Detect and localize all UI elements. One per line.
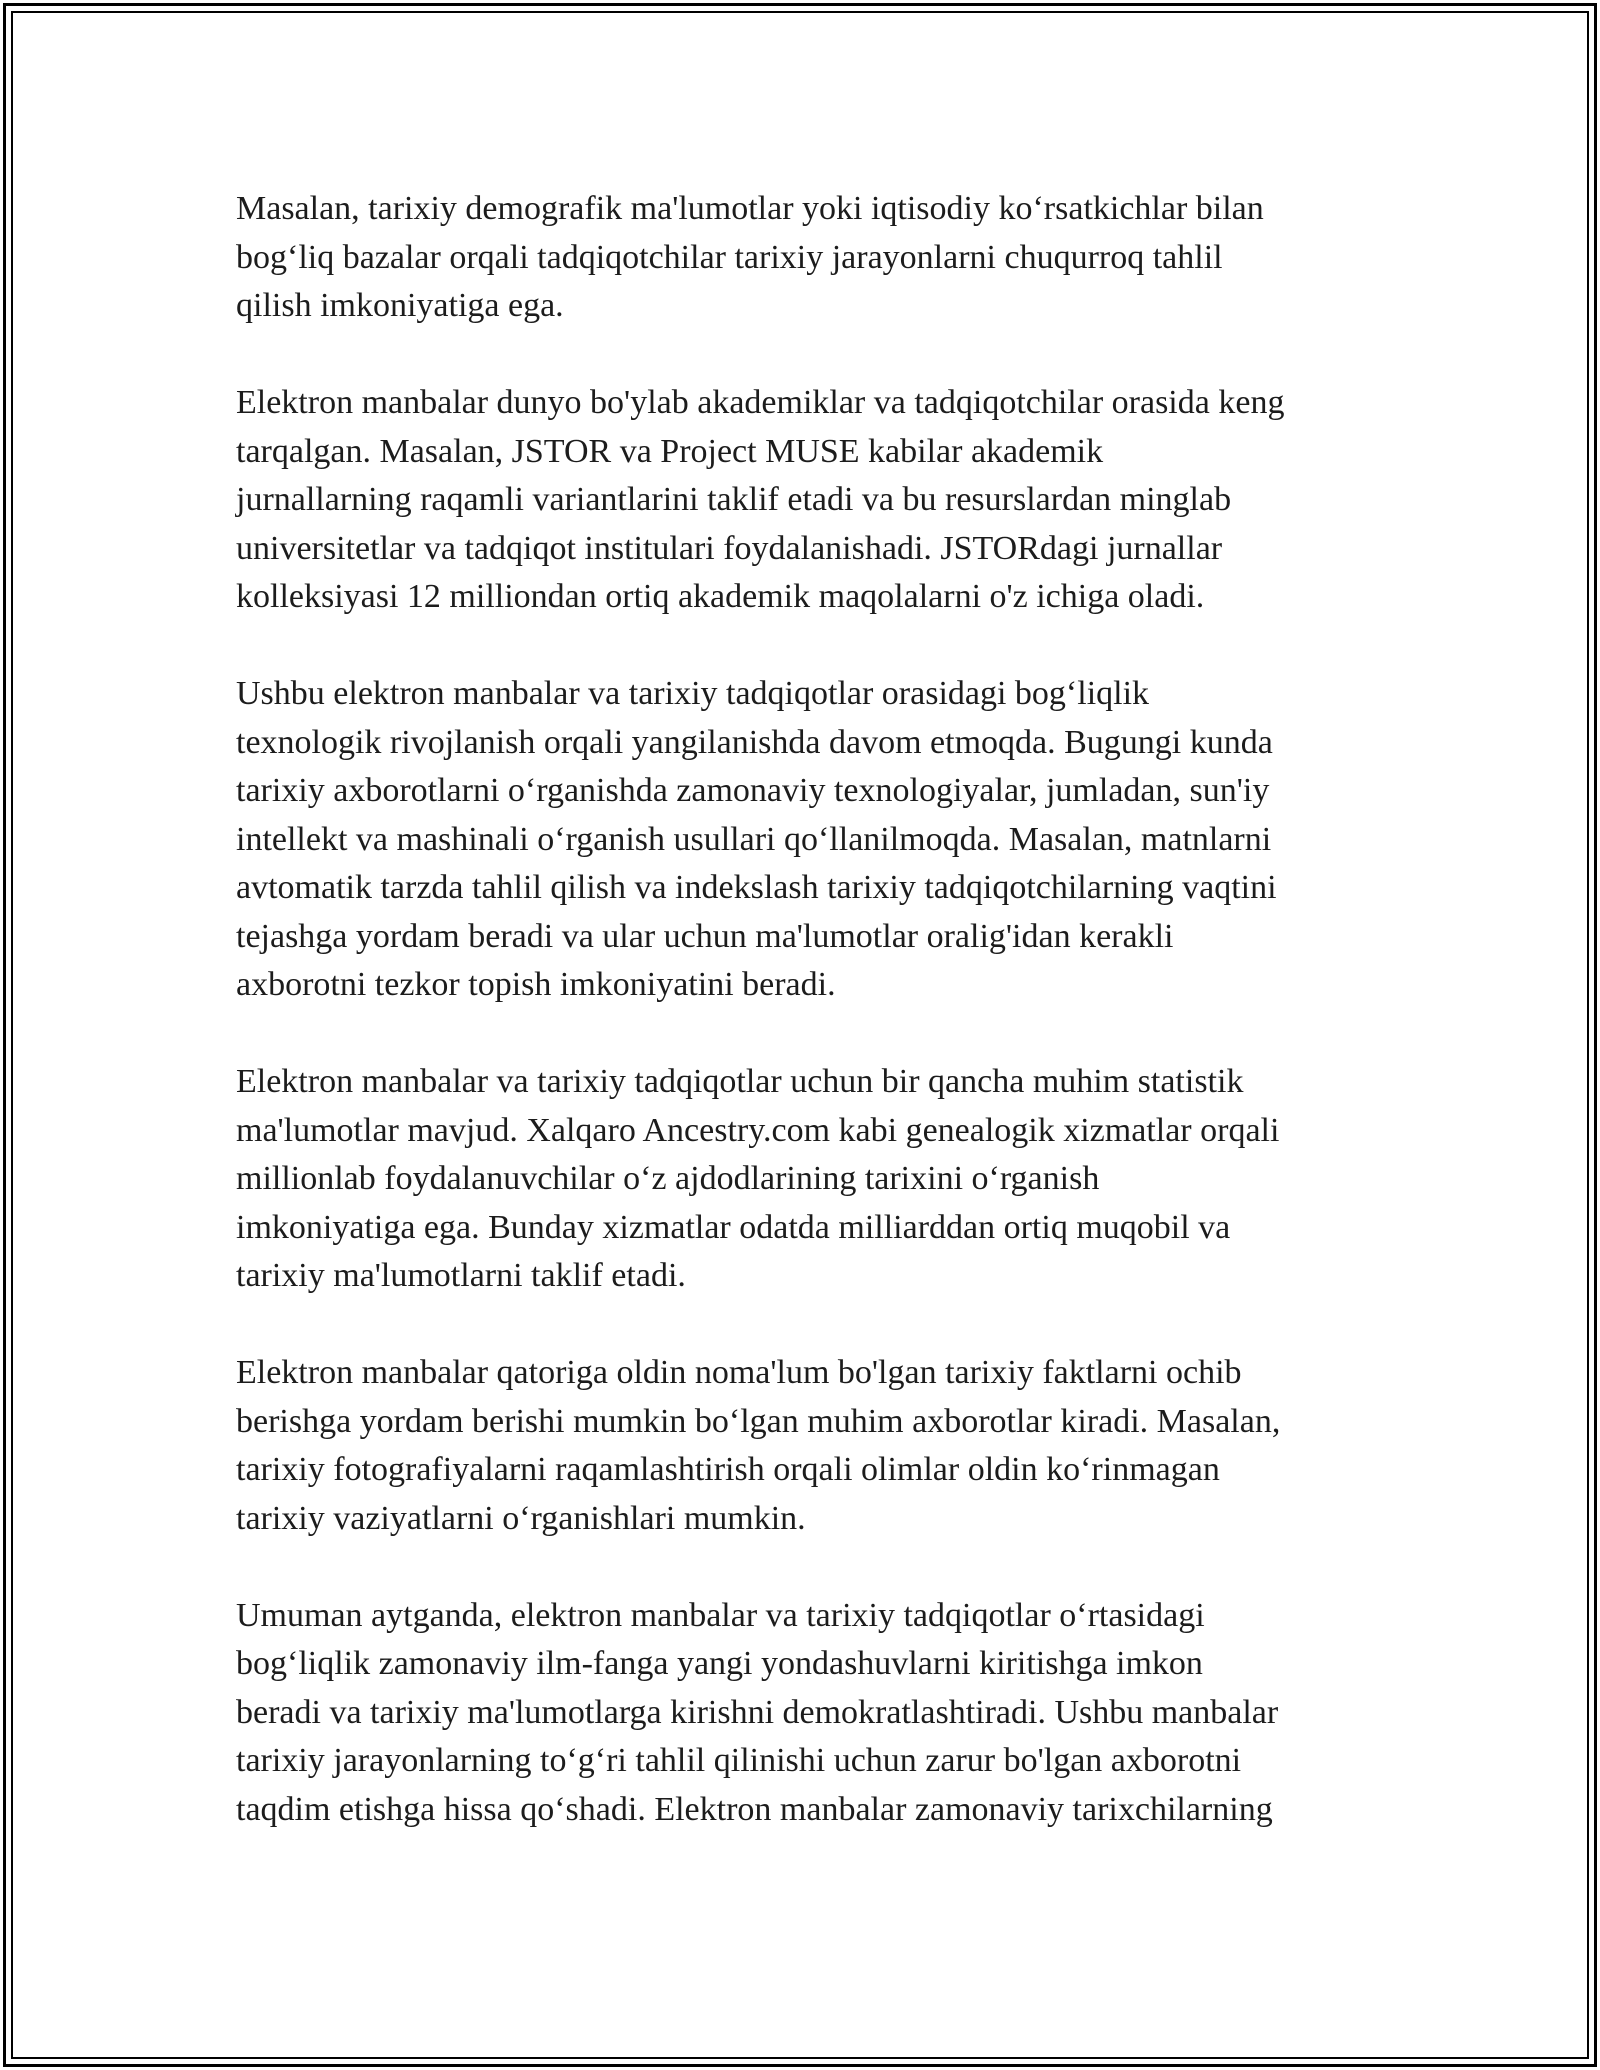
paragraph: Elektron manbalar qatoriga oldin noma'lum bo'lgan tarixiy faktlarni ochib berishga yordam berishi mumkin boʻlgan muhim axborotlar kiradi. Masalan, tarixiy fotografiyalarni raqamlashtirish orqali olimlar oldin koʻrinmagan tarixiy vaziyatlarni oʻrganishlari mumkin. <box>236 1354 1281 1537</box>
paragraph: Masalan, tarixiy demografik ma'lumotlar yoki iqtisodiy koʻrsatkichlar bilan bogʻliq bazalar orqali tadqiqotchilar tarixiy jarayonlarni chuqurroq tahlil qilish imkoniyatiga ega. <box>236 190 1264 324</box>
paragraph: Elektron manbalar va tarixiy tadqiqotlar uchun bir qancha muhim statistik ma'lumotlar mavjud. Xalqaro Ancestry.com kabi genealogik xizmatlar orqali millionlab foydalanuvchilar oʻz ajdodlarining tarixini oʻrganish imkoniyatiga ega. Bunday xizmatlar odatda milliarddan ortiq muqobil va tarixiy ma'lumotlarni taklif etadi. <box>236 1063 1280 1294</box>
paragraph: Elektron manbalar dunyo bo'ylab akademiklar va tadqiqotchilar orasida keng tarqalgan. Masalan, JSTOR va Project MUSE kabilar akademik jurnallarning raqamli variantlarini taklif etadi va bu resurslardan minglab universitetlar va tadqiqot institulari foydalanishadi. JSTORdagi jurnallar kolleksiyasi 12 milliondan ortiq akademik maqolalarni o'z ichiga oladi. <box>236 384 1285 615</box>
paragraph: Umuman aytganda, elektron manbalar va tarixiy tadqiqotlar oʻrtasidagi bogʻliqlik zamonaviy ilm-fanga yangi yondashuvlarni kiritishga imkon beradi va tarixiy ma'lumotlarga kirishni demokratlashtiradi. Ushbu manbalar tarixiy jarayonlarning toʻgʻri tahlil qilinishi uchun zarur bo'lgan axborotni taqdim etishga hissa qoʻshadi. Elektron manbalar zamonaviy tarixchilarning <box>236 1596 1279 1828</box>
paragraph: Ushbu elektron manbalar va tarixiy tadqiqotlar orasidagi bogʻliqlik texnologik rivojlanish orqali yangilanishda davom etmoqda. Bugungi kunda tarixiy axborotlarni oʻrganishda zamonaviy texnologiyalar, jumladan, sun'iy intellekt va mashinali oʻrganish usullari qoʻllanilmoqda. Masalan, matnlarni avtomatik tarzda tahlil qilish va indekslash tarixiy tadqiqotchilarning vaqtini tejashga yordam beradi va ular uchun ma'lumotlar oralig'idan kerakli axborotni tezkor topish imkoniyatini beradi. <box>236 675 1277 1003</box>
document-body <box>236 185 1386 1883</box>
